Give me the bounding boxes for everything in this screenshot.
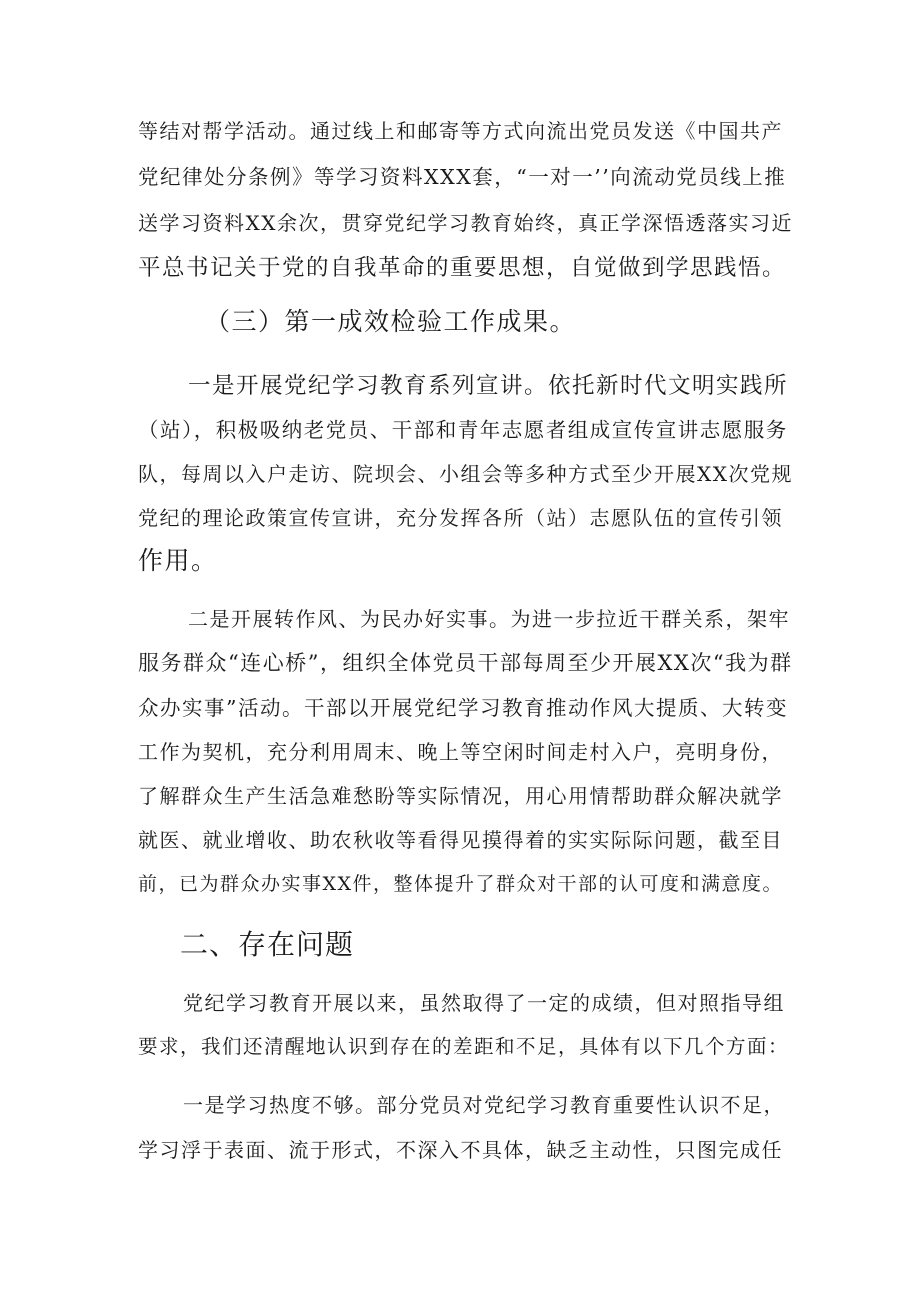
text-line: 要求，我们还清醒地认识到存在的差距和不足，具体有以下几个方面： — [138, 1035, 790, 1058]
text-line: （站），积极吸纳老党员、干部和青年志愿者组成宣传宣讲志愿服务 — [138, 418, 788, 442]
text-line: 一是学习热度不够。部分党员对党纪学习教育重要性认识不足， — [183, 1093, 785, 1117]
text-line: 二是开展转作风、为民办好实事。为进一步拉近干群关系，架牢 — [188, 607, 790, 631]
text-line: 服务群众“连心桥”，组织全体党员干部每周至少开展XX次“我为群 — [138, 651, 793, 675]
text-line: 送学习资料XX余次，贯穿党纪学习教育始终，真正学深悟透落实习近 — [138, 211, 793, 235]
text-line: 队，每周以入户走访、院坝会、小组会等多种方式至少开展XX次党规 — [138, 462, 793, 486]
text-line: 一是开展党纪学习教育系列宣讲。依托新时代文明实践所 — [188, 373, 789, 399]
section-heading: 二、存在问题 — [180, 928, 355, 961]
text-line: 党纪律处分条例》等学习资料XXX套，“一对一’’向流动党员线上推 — [138, 165, 787, 189]
text-line: 党纪的理论政策宣传宣讲，充分发挥各所（站）志愿队伍的宣传引领 — [138, 506, 783, 530]
text-line: 了解群众生产生活急难愁盼等实际情况，用心用情帮助群众解决就学 — [138, 784, 783, 808]
text-line: 就医、就业增收、助农秋收等看得见摸得着的实实际际问题，截至目 — [138, 828, 783, 852]
text-line: 平总书记关于党的自我革命的重要思想，自觉做到学思践悟。 — [138, 255, 787, 281]
text-line: 党纪学习教育开展以来，虽然取得了一定的成绩，但对照指导组 — [183, 991, 785, 1015]
text-line: 作用。 — [138, 546, 218, 575]
text-line: 前，已为群众办实事XX件，整体提升了群众对干部的认可度和满意度。 — [138, 873, 784, 895]
text-line: 众办实事”活动。干部以开展党纪学习教育推动作风大提质、大转变 — [138, 696, 788, 720]
text-line: 等结对帮学活动。通过线上和邮寄等方式向流出党员发送《中国共产 — [138, 119, 783, 143]
text-line: 学习浮于表面、流于形式，不深入不具体，缺乏主动性，只图完成任 — [138, 1138, 783, 1162]
subheading: （三）第一成效检验工作成果。 — [205, 307, 577, 336]
text-line: 工作为契机，充分利用周末、晚上等空闲时间走村入户，亮明身份， — [138, 740, 783, 764]
